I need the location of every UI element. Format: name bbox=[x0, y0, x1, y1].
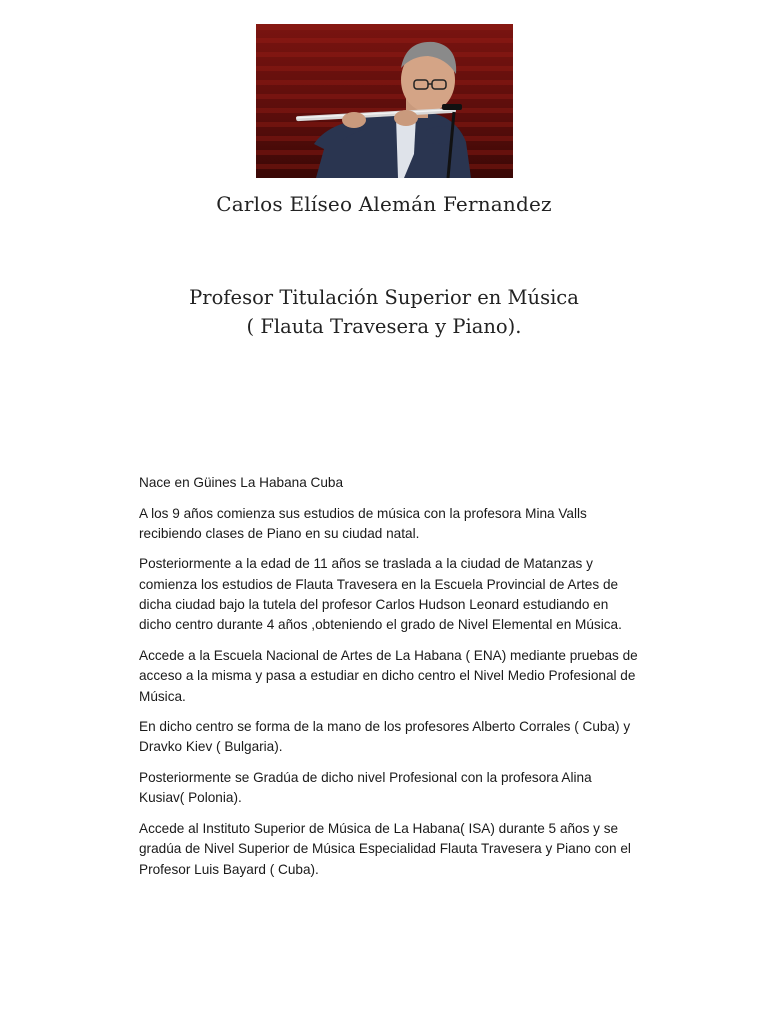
bio-paragraph: A los 9 años comienza sus estudios de música con la profesora Mina Valls recibiendo clases de Piano en su ciudad natal. bbox=[139, 505, 587, 541]
biography bbox=[139, 473, 639, 890]
bio-paragraph: Posteriormente a la edad de 11 años se traslada a la ciudad de Matanzas y comienza los estudios de Flauta Travesera en la Escuela Provincial de Artes de dicha ciudad bajo la tutela del profesor Carlos Hudson Leonard estudiando en dicho centro durante 4 años ,obteniendo el grado de Nivel Elemental en Música. bbox=[139, 556, 622, 633]
bio-paragraph: Posteriormente se Gradúa de dicho nivel Profesional con la profesora Alina Kusiav( Polonia). bbox=[139, 770, 592, 806]
person-name: Carlos Elíseo Alemán Fernandez bbox=[216, 192, 552, 216]
bio-paragraph: Accede al Instituto Superior de Música de La Habana( ISA) durante 5 años y se gradúa de Nivel Superior de Música Especialidad Flauta Travesera y Piano con el Profesor Luis Bayard ( Cuba). bbox=[139, 820, 631, 877]
title-line-2: ( Flauta Travesera y Piano). bbox=[246, 315, 522, 338]
bio-paragraph: Accede a la Escuela Nacional de Artes de La Habana ( ENA) mediante pruebas de acceso a la misma y pasa a estudiar en dicho centro el Nivel Medio Profesional de Música. bbox=[139, 647, 638, 704]
flutist-illustration bbox=[256, 24, 513, 178]
bio-paragraph: En dicho centro se forma de la mano de los profesores Alberto Corrales ( Cuba) y Dravko Kiev ( Bulgaria). bbox=[139, 719, 631, 755]
professional-title bbox=[0, 283, 768, 341]
bio-paragraph: Nace en Güines La Habana Cuba bbox=[139, 475, 344, 490]
portrait-photo bbox=[256, 24, 513, 178]
title-line-1: Profesor Titulación Superior en Música bbox=[189, 286, 579, 309]
